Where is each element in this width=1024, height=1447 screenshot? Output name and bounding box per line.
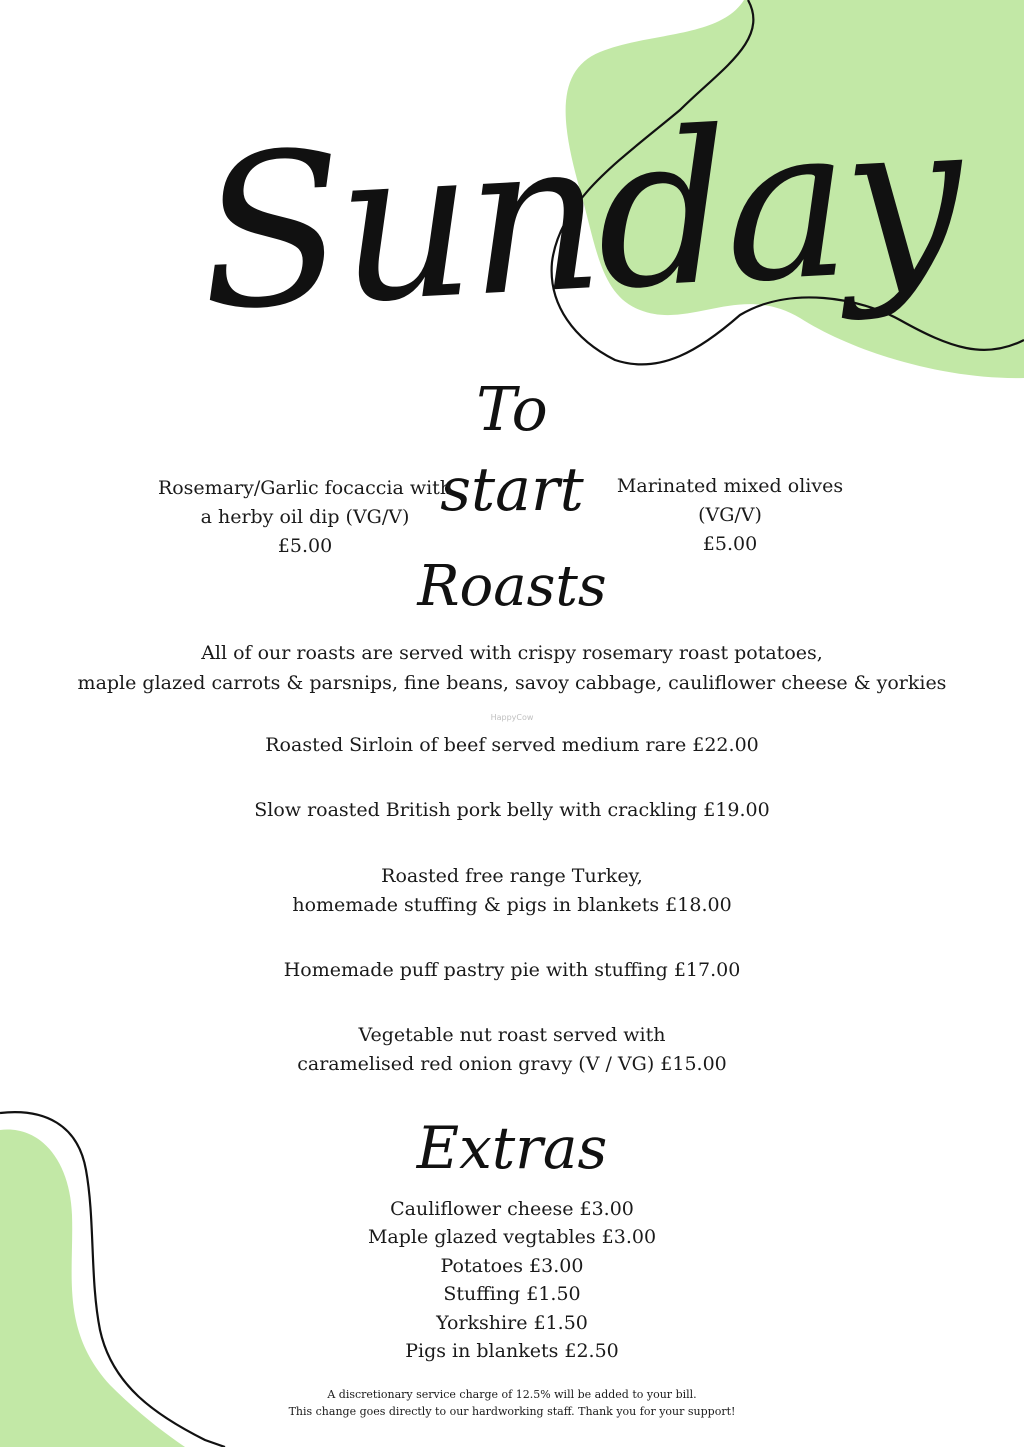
- starter-name-line2: (VG/V): [698, 504, 762, 526]
- service-charge-note: [262, 1386, 762, 1420]
- roast-item: [112, 956, 912, 985]
- watermark: HappyCow: [490, 713, 534, 722]
- roast-item: [112, 796, 912, 825]
- extras-item: Cauliflower cheese £3.00: [390, 1198, 634, 1220]
- starter-item: [130, 474, 480, 561]
- service-note-line1: A discretionary service charge of 12.5% will be added to your bill.: [327, 1388, 697, 1401]
- roasts-intro-line1: All of our roasts are served with crispy rosemary roast potatoes,: [201, 642, 823, 664]
- roast-item-line1: Roasted free range Turkey,: [381, 865, 643, 887]
- starter-price: £5.00: [277, 535, 333, 557]
- starter-name-line2: a herby oil dip (VG/V): [200, 506, 410, 528]
- extras-item: Potatoes £3.00: [440, 1254, 584, 1277]
- roast-item: [112, 731, 912, 760]
- extras-item: Maple glazed vegtables £3.00: [367, 1226, 657, 1249]
- roasts-intro: [62, 638, 962, 698]
- roast-item: [112, 862, 912, 920]
- roasts-intro-line2: maple glazed carrots & parsnips, fine beans, savoy cabbage, cauliflower cheese & yorkies: [77, 672, 947, 694]
- starter-item: [560, 472, 900, 559]
- extras-item: Yorkshire £1.50: [436, 1311, 588, 1334]
- starter-price: £5.00: [702, 533, 758, 555]
- roasts-heading: Roasts: [417, 554, 607, 619]
- roast-item-line2: caramelised red onion gravy (V / VG) £15.00: [297, 1053, 727, 1075]
- extras-list: [262, 1195, 762, 1365]
- roast-item-line1: Homemade puff pastry pie with stuffing £17.00: [283, 959, 741, 981]
- roast-item-line1: Roasted Sirloin of beef served medium rare £22.00: [265, 734, 759, 756]
- service-note-line2: This change goes directly to our hardworking staff. Thank you for your support!: [288, 1405, 736, 1418]
- roast-item-line1: Vegetable nut roast served with: [358, 1024, 666, 1046]
- extras-item: Pigs in blankets £2.50: [405, 1340, 619, 1363]
- starter-name-line1: Marinated mixed olives: [616, 475, 844, 497]
- roast-item: [112, 1021, 912, 1079]
- starter-name-line1: Rosemary/Garlic focaccia with: [157, 477, 453, 499]
- extras-heading: Extras: [416, 1114, 608, 1182]
- menu-title: Sunday: [193, 73, 963, 358]
- roast-item-line2: homemade stuffing & pigs in blankets £18.00: [292, 894, 732, 916]
- extras-item: Stuffing £1.50: [443, 1283, 581, 1306]
- bottom-left-green-blob: [0, 1130, 185, 1447]
- to-start-heading: To start: [440, 375, 584, 525]
- roast-item-line1: Slow roasted British pork belly with crackling £19.00: [254, 799, 770, 821]
